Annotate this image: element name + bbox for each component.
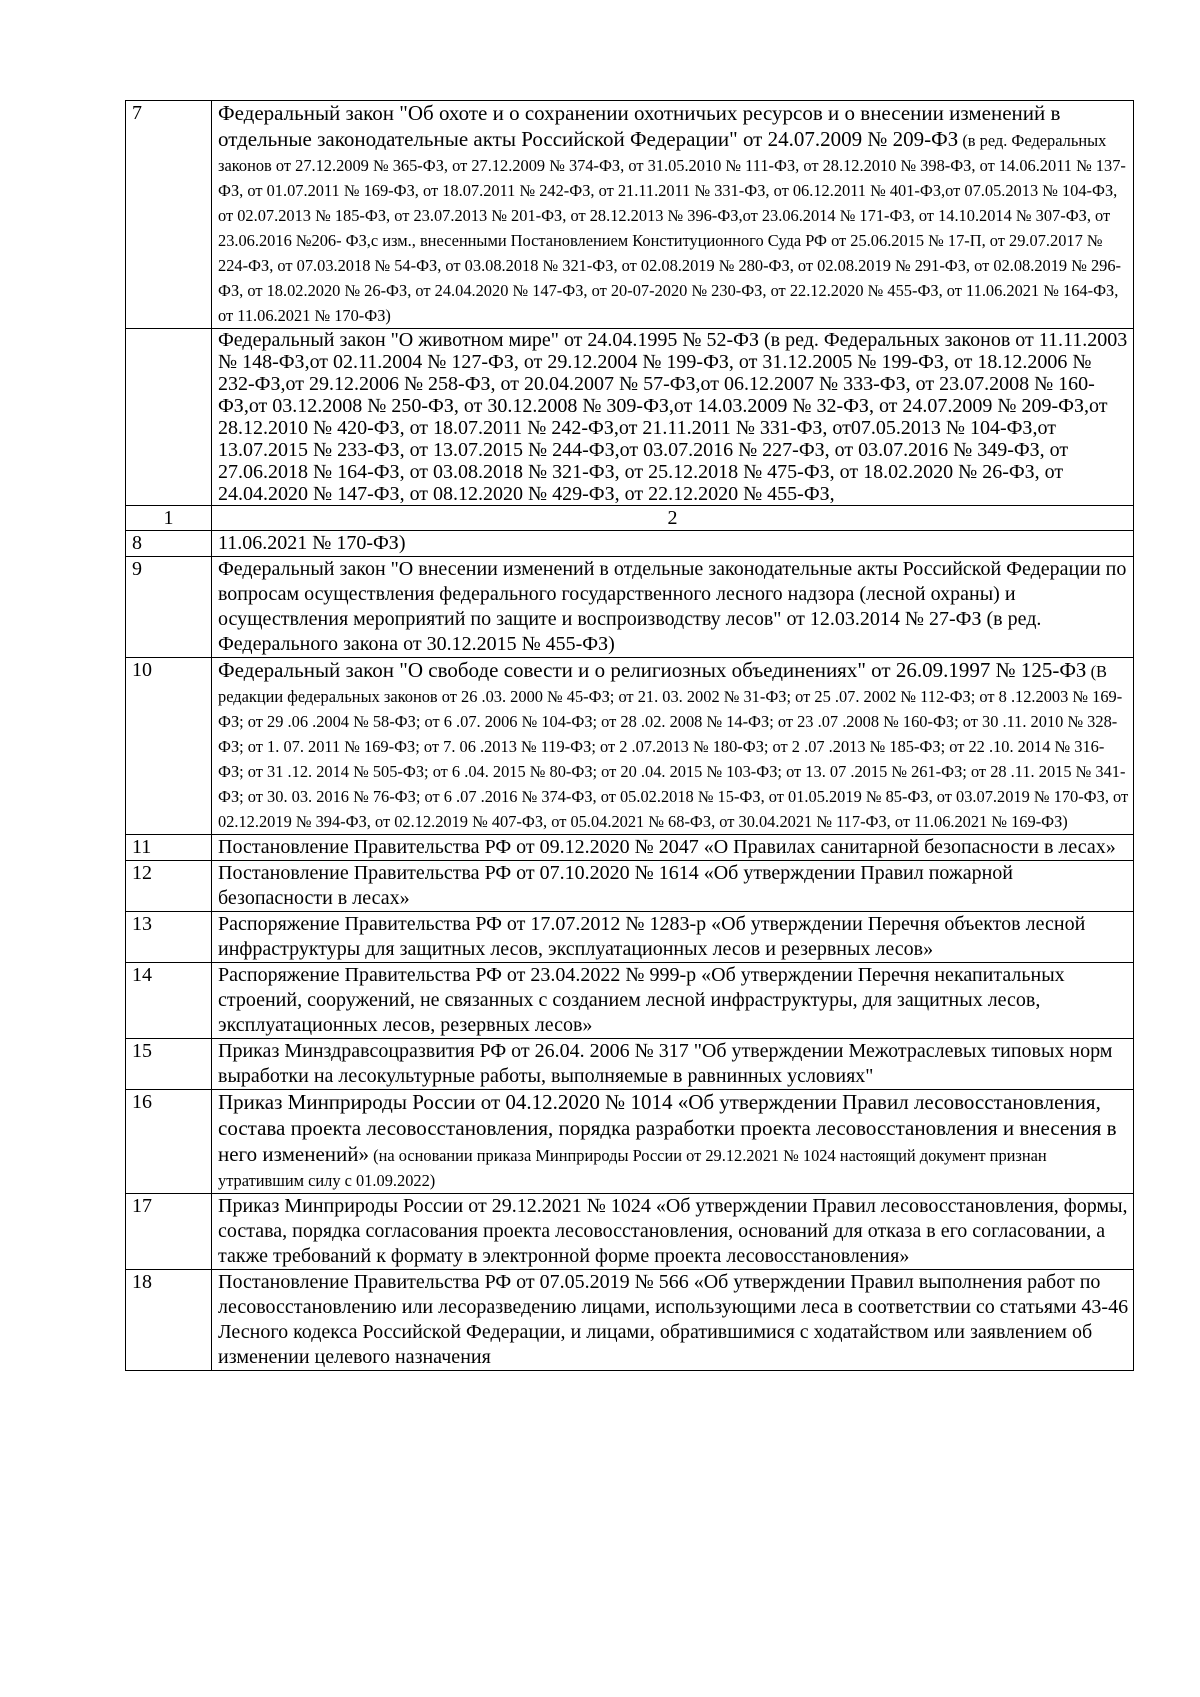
row-text: Федеральный закон "О внесении изменений в отдельные законодательные акты Российской Федерации по вопросам осуществления федерального государственного лесного надзора (лесной охраны) и осуществления мероприятий по защите и воспроизводству лесов" от 12.03.2014 № 27-ФЗ (в ред. Федерального закона от 30.12.2015 № 455-ФЗ) xyxy=(212,557,1134,658)
row-text: Распоряжение Правительства РФ от 23.04.2022 № 999-р «Об утверждении Перечня некапитальных строений, сооружений, не связанных с созданием лесной инфраструктуры, для защитных лесов, эксплуатационных лесов, резервных лесов» xyxy=(212,963,1134,1039)
row-number: 16 xyxy=(126,1090,212,1194)
row-text: Постановление Правительства РФ от 09.12.2020 № 2047 «О Правилах санитарной безопасности в лесах» xyxy=(212,835,1134,861)
act-title: Федеральный закон "О свободе совести и о религиозных объединениях" от 26.09.1997 № 125-ФЗ xyxy=(218,658,1087,682)
row-text: Федеральный закон "О животном мире" от 24.04.1995 № 52-ФЗ (в ред. Федеральных законов от 11.11.2003 № 148-ФЗ,от 02.11.2004 № 127-ФЗ, от 29.12.2004 № 199-ФЗ, от 31.12.2005 № 199-ФЗ, от 18.12.2006 № 232-ФЗ,от 29.12.2006 № 258-ФЗ, от 20.04.2007 № 57-ФЗ,от 06.12.2007 № 333-ФЗ, от 23.07.2008 № 160-ФЗ,от 03.12.2008 № 250-ФЗ, от 30.12.2008 № 309-ФЗ,от 14.03.2009 № 32-ФЗ, от 24.07.2009 № 209-ФЗ,от 28.12.2010 № 420-ФЗ, от 18.07.2011 № 242-ФЗ,от 21.11.2011 № 331-ФЗ, от07.05.2013 № 104-ФЗ,от 13.07.2015 № 233-ФЗ, от 13.07.2015 № 244-ФЗ,от 03.07.2016 № 227-ФЗ, от 03.07.2016 № 349-ФЗ, от 27.06.2018 № 164-ФЗ, от 03.08.2018 № 321-ФЗ, от 25.12.2018 № 475-ФЗ, от 18.02.2020 № 26-ФЗ, от 24.04.2020 № 147-ФЗ, от 08.12.2020 № 429-ФЗ, от 22.12.2020 № 455-ФЗ, xyxy=(212,329,1134,506)
row-text: Постановление Правительства РФ от 07.10.2020 № 1614 «Об утверждении Правил пожарной безопасности в лесах» xyxy=(212,861,1134,912)
legal-acts-table xyxy=(125,100,1134,1371)
row-text: Распоряжение Правительства РФ от 17.07.2012 № 1283-р «Об утверждении Перечня объектов лесной инфраструктуры для защитных лесов, эксплуатационных лесов и резервных лесов» xyxy=(212,912,1134,963)
table-row xyxy=(126,1039,1134,1090)
table-row xyxy=(126,101,1134,329)
row-text xyxy=(212,101,1134,329)
act-title: Федеральный закон "Об охоте и о сохранении охотничьих ресурсов и о внесении изменений в отдельные законодательные акты Российской Федерации" от 24.07.2009 № 209-ФЗ xyxy=(218,101,1061,151)
row-number: 15 xyxy=(126,1039,212,1090)
table-row xyxy=(126,557,1134,658)
act-note: (на основании приказа Минприроды России от 29.12.2021 № 1024 настоящий документ признан утратившим силу с 01.09.2022) xyxy=(218,1146,1047,1190)
table-row xyxy=(126,835,1134,861)
row-text: Приказ Минздравсоцразвития РФ от 26.04. 2006 № 317 "Об утверждении Межотраслевых типовых норм выработки на лесокультурные работы, выполняемые в равнинных условиях" xyxy=(212,1039,1134,1090)
row-text: Постановление Правительства РФ от 07.05.2019 № 566 «Об утверждении Правил выполнения работ по лесовосстановлению или лесоразведению лицами, использующими леса в соответствии со статьями 43-46 Лесного кодекса Российской Федерации, и лицами, обратившимися с ходатайством или заявлением об изменении целевого назначения xyxy=(212,1270,1134,1371)
table-row xyxy=(126,658,1134,835)
table-row xyxy=(126,329,1134,506)
row-number: 13 xyxy=(126,912,212,963)
row-text: 11.06.2021 № 170-ФЗ) xyxy=(212,531,1134,557)
row-number: 17 xyxy=(126,1194,212,1270)
row-number: 10 xyxy=(126,658,212,835)
column-number-1: 1 xyxy=(126,506,212,531)
act-amendments: (В редакции федеральных законов от 26 .03. 2000 № 45-ФЗ; от 21. 03. 2002 № 31-ФЗ; от 25 .07. 2002 № 112-ФЗ; от 8 .12.2003 № 169-ФЗ; от 29 .06 .2004 № 58-ФЗ; от 6 .07. 2006 № 104-ФЗ; от 28 .02. 2008 № 14-ФЗ; от 23 .07 .2008 № 160-ФЗ; от 30 .11. 2010 № 328-ФЗ; от 1. 07. 2011 № 169-ФЗ; от 7. 06 .2013 № 119-ФЗ; от 2 .07.2013 № 180-ФЗ; от 2 .07 .2013 № 185-ФЗ; от 22 .10. 2014 № 316-ФЗ; от 31 .12. 2014 № 505-ФЗ; от 6 .04. 2015 № 80-ФЗ; от 20 .04. 2015 № 103-ФЗ; от 13. 07 .2015 № 261-ФЗ; от 28 .11. 2015 № 341-ФЗ; от 30. 03. 2016 № 76-ФЗ; от 6 .07 .2016 № 374-ФЗ, от 05.02.2018 № 15-ФЗ, от 01.05.2019 № 85-ФЗ, от 03.07.2019 № 170-ФЗ, от 02.12.2019 № 394-ФЗ, от 02.12.2019 № 407-ФЗ, от 05.04.2021 № 68-ФЗ, от 30.04.2021 № 117-ФЗ, от 11.06.2021 № 169-ФЗ) xyxy=(218,662,1129,831)
row-number: 7 xyxy=(126,101,212,329)
table-row xyxy=(126,1194,1134,1270)
row-number: 12 xyxy=(126,861,212,912)
row-number: 18 xyxy=(126,1270,212,1371)
row-number: 14 xyxy=(126,963,212,1039)
table-row xyxy=(126,1090,1134,1194)
row-number xyxy=(126,329,212,506)
row-text xyxy=(212,1090,1134,1194)
act-amendments: (в ред. Федеральных законов от 27.12.2009 № 365-ФЗ, от 27.12.2009 № 374-ФЗ, от 31.05.2010 № 111-ФЗ, от 28.12.2010 № 398-ФЗ, от 14.06.2011 № 137-ФЗ, от 01.07.2011 № 169-ФЗ, от 18.07.2011 № 242-ФЗ, от 21.11.2011 № 331-ФЗ, от 06.12.2011 № 401-ФЗ,от 07.05.2013 № 104-ФЗ, от 02.07.2013 № 185-ФЗ, от 23.07.2013 № 201-ФЗ, от 28.12.2013 № 396-ФЗ,от 23.06.2014 № 171-ФЗ, от 14.10.2014 № 307-ФЗ, от 23.06.2016 №206- ФЗ,с изм., внесенными Постановлением Конституционного Суда РФ от 25.06.2015 № 17-П, от 29.07.2017 № 224-ФЗ, от 07.03.2018 № 54-ФЗ, от 03.08.2018 № 321-ФЗ, от 02.08.2019 № 280-ФЗ, от 02.08.2019 № 291-ФЗ, от 02.08.2019 № 296-ФЗ, от 18.02.2020 № 26-ФЗ, от 24.04.2020 № 147-ФЗ, от 20-07-2020 № 230-ФЗ, от 22.12.2020 № 455-ФЗ, от 11.06.2021 № 164-ФЗ, от 11.06.2021 № 170-ФЗ) xyxy=(218,131,1126,325)
row-number: 9 xyxy=(126,557,212,658)
table-row xyxy=(126,912,1134,963)
table-row xyxy=(126,531,1134,557)
column-number-2: 2 xyxy=(212,506,1134,531)
row-text: Приказ Минприроды России от 29.12.2021 № 1024 «Об утверждении Правил лесовосстановления, формы, состава, порядка согласования проекта лесовосстановления, оснований для отказа в его согласовании, а также требований к формату в электронной форме проекта лесовосстановления» xyxy=(212,1194,1134,1270)
table-row xyxy=(126,963,1134,1039)
row-text xyxy=(212,658,1134,835)
row-number: 11 xyxy=(126,835,212,861)
row-number: 8 xyxy=(126,531,212,557)
act-title: Приказ Минприроды России от 04.12.2020 № 1014 «Об утверждении Правил лесовосстановления, состава проекта лесовосстановления, порядка разработки проекта лесовосстановления и внесения в него изменений» xyxy=(218,1090,1117,1166)
table-row xyxy=(126,1270,1134,1371)
table-row xyxy=(126,861,1134,912)
column-numbers-row xyxy=(126,506,1134,531)
